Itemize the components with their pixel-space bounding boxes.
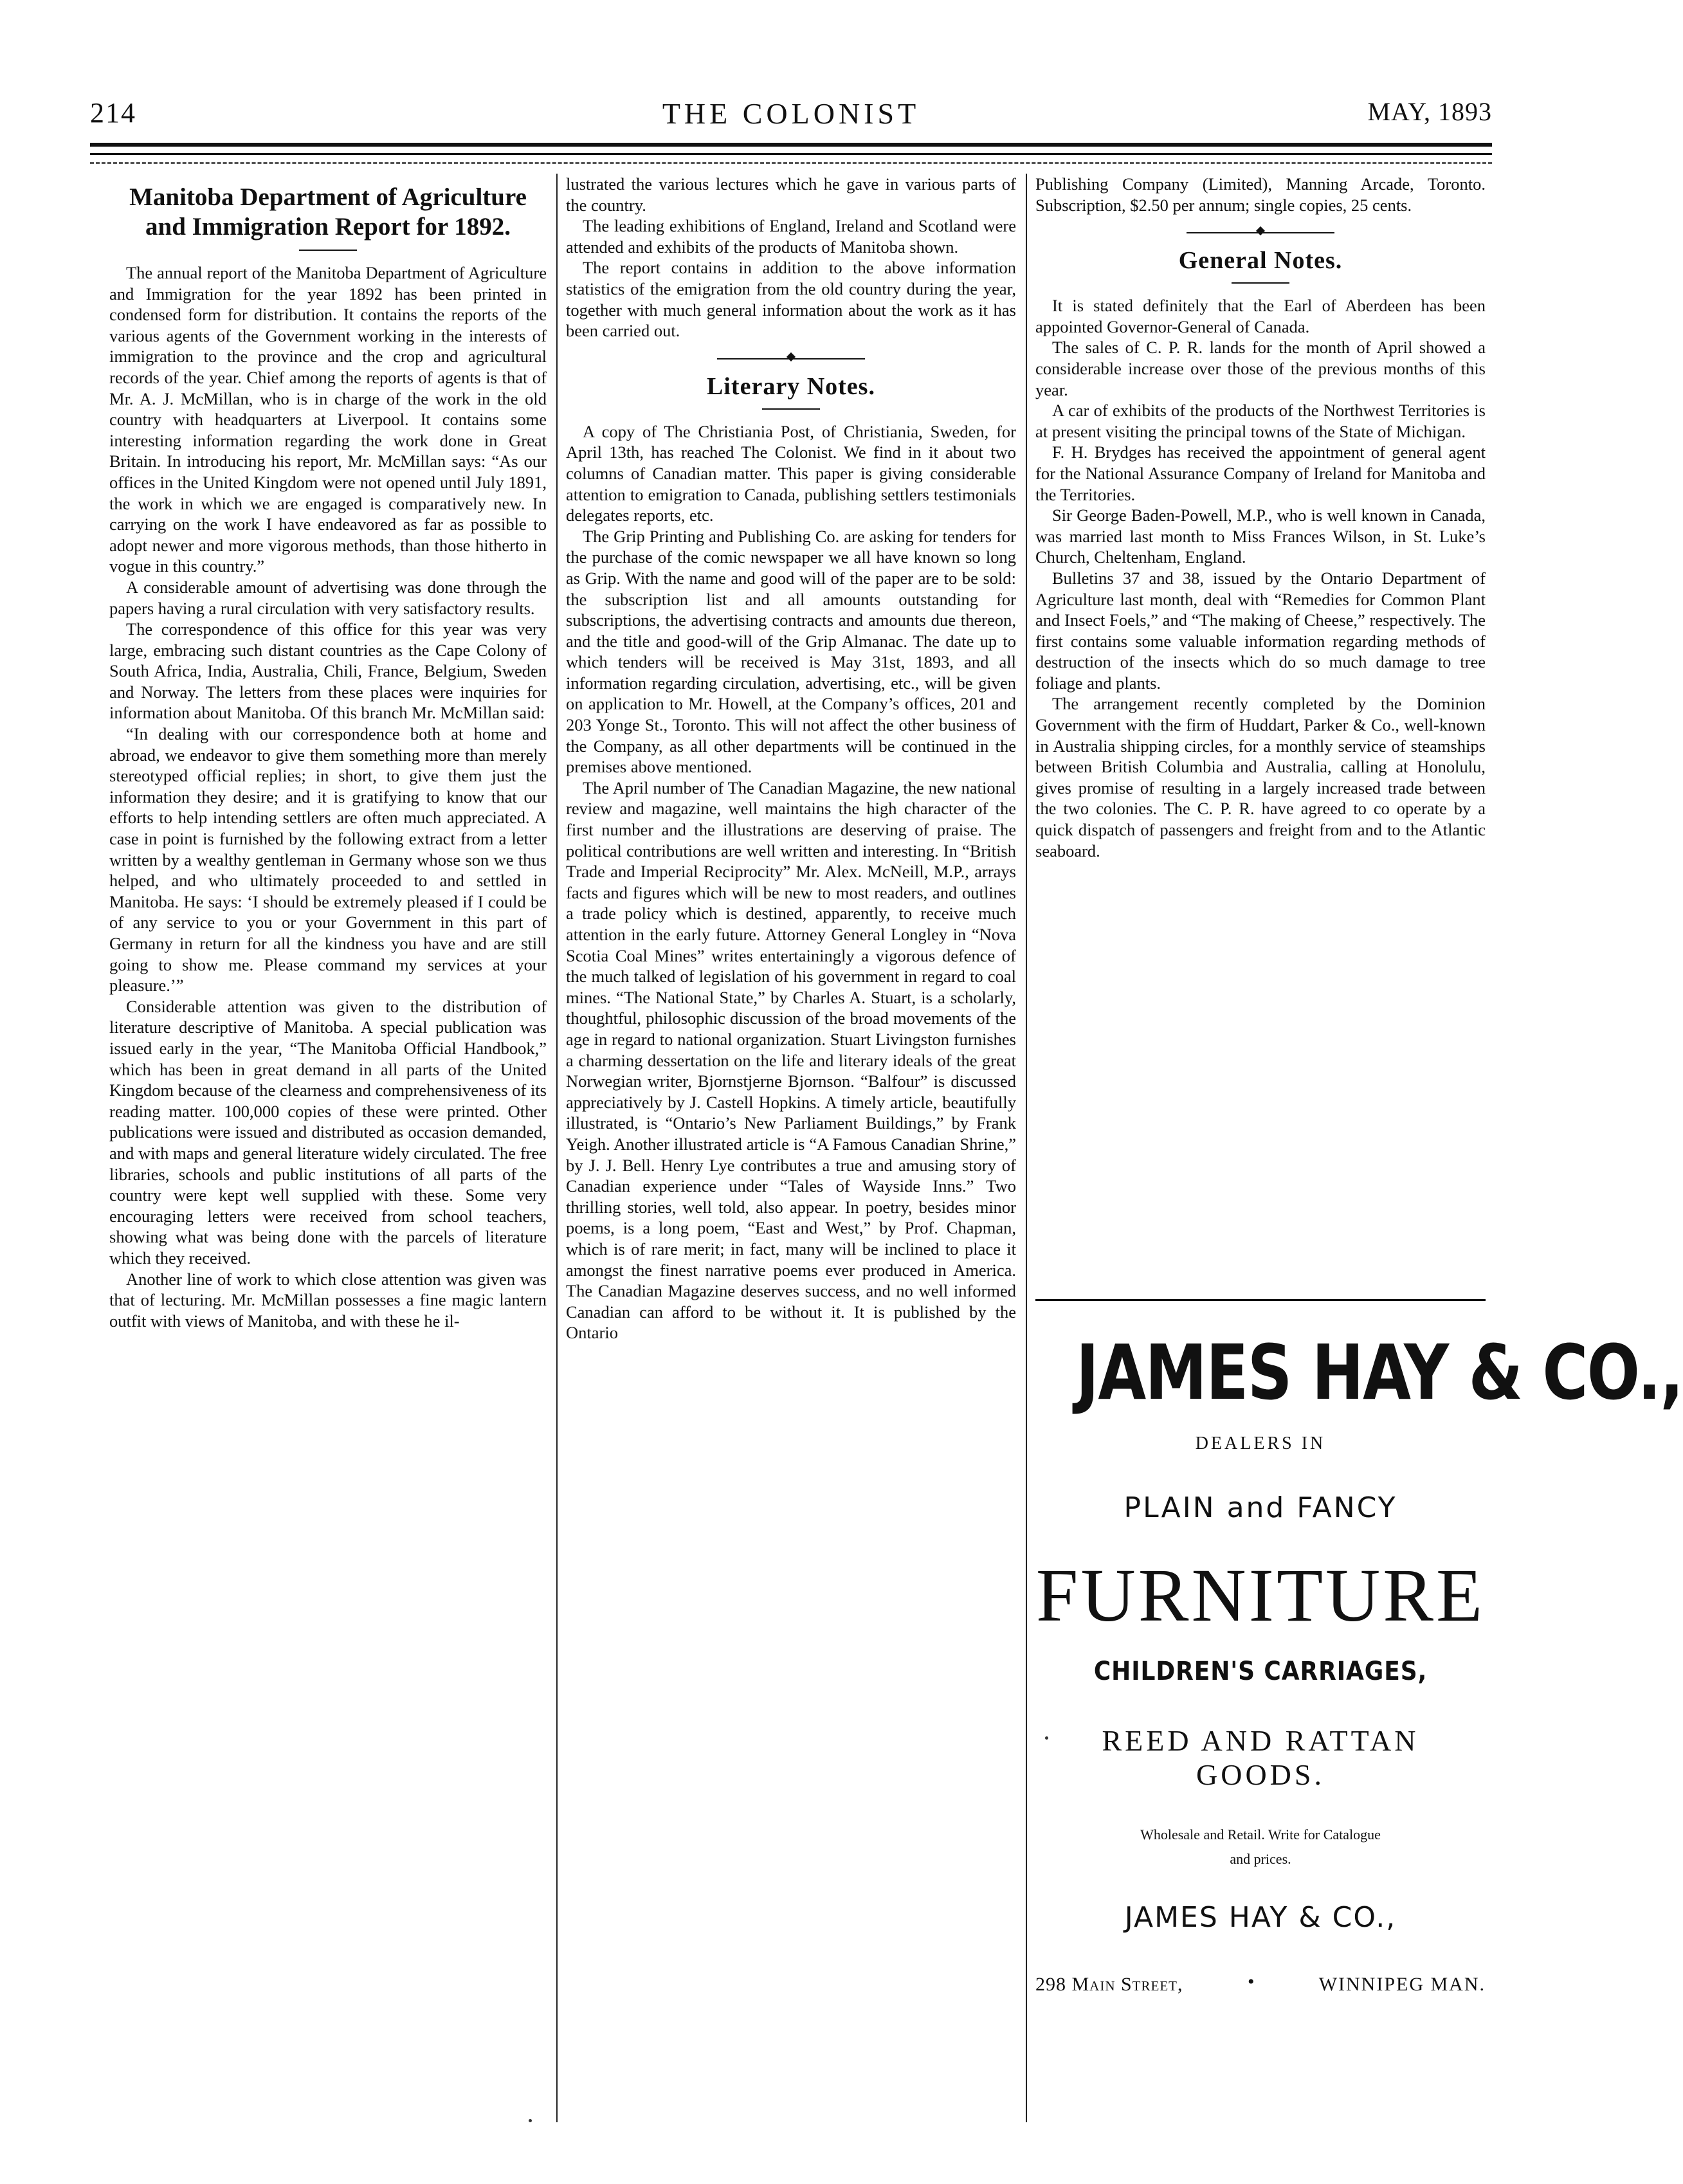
article-paragraph: Another line of work to which close attention was given was that of lecturing. Mr. McMillan possesses a fine magic lantern outfit with views of Manitoba, and with these he il-: [109, 1269, 547, 1331]
article-paragraph: Considerable attention was given to the distribution of literature descriptive of Manitoba. A special publication was issued early in the year, “The Manitoba Official Handbook,” which has been in great demand in all parts of the United Kingdom because of the clearness and comprehensiveness of its reading matter. 100,000 copies of these were printed. Other publications were issued and distributed as occasion demanded, and with maps and general literature widely circulated. The free libraries, schools and public institutions of all parts of the country were kept well supplied with these. Some very encouraging letters were received from school teachers, showing what was being done with the parcels of literature which they received.: [109, 996, 547, 1268]
ad-furniture-word: FURNITURE: [1035, 1553, 1486, 1637]
ad-dealers-line: DEALERS IN: [1195, 1433, 1326, 1453]
news-note: Bulletins 37 and 38, issued by the Ontario Department of Agriculture last month, deal with “Remedies for Common Plant and Insect Foels,” and “The making of Cheese,” respectively. The first contains some valuable information regarding methods of destruction of the insects which do so much damage to tree foliage and plants.: [1035, 568, 1486, 693]
header-rule-thick: [90, 143, 1492, 147]
article-paragraph: Publishing Company (Limited), Manning Arcade, Toronto. Subscription, $2.50 per annum; single copies, 25 cents.: [1035, 174, 1486, 215]
ad-plain-fancy: PLAIN and FANCY: [1124, 1491, 1397, 1524]
section-ornament-rule: [1187, 232, 1334, 233]
heading-rule: [762, 408, 820, 410]
column-1: [109, 174, 547, 1331]
header-rule-thin: [90, 153, 1492, 155]
news-note: F. H. Brydges has received the appointment of general agent for the National Assurance Company of Ireland for Manitoba and the Territories.: [1035, 442, 1486, 504]
news-note: The arrangement recently completed by the Dominion Government with the firm of Huddart, Parker & Co., well-known in Australia shipping circles, for a monthly service of steamships between British Columbia and Australia, calling at Honolulu, gives promise of resulting in a largely increased trade between the two colonies. The C. P. R. have agreed to co operate by a quick dispatch of passengers and freight from and to the Atlantic seaboard.: [1035, 694, 1486, 860]
page-number: 214: [90, 97, 136, 129]
article-paragraph: The Grip Printing and Publishing Co. are asking for tenders for the purchase of the comic newspaper we all have known so long as Grip. With the name and good will of the paper are to be sold: the subscription list and all amounts outstanding for subscriptions, the advertising contracts and amounts due thereon, and the title and good-will of the Grip Almanac. The date up to which tenders will be received is May 31st, 1893, and all information regarding circulation, advertising, etc., will be given on application to Mr. Howell, at the Company’s offices, 201 and 203 Yonge St., Toronto. This will not affect the other business of the Company, as all other departments will be continued in the premises above mentioned.: [566, 526, 1016, 777]
ad-wholesale-line: Wholesale and Retail. Write for Catalogue: [1140, 1826, 1381, 1843]
section-heading-literary-notes: Literary Notes.: [707, 372, 875, 400]
ad-address-line: [1035, 1971, 1486, 2006]
column-2: [566, 174, 1016, 1343]
ad-reed-rattan-line: REED AND RATTAN GOODS.: [1102, 1724, 1419, 1791]
column-divider: [1026, 174, 1027, 2122]
article-heading: Manitoba Department of Agriculture and Immigration Report for 1892.: [129, 183, 527, 241]
article-paragraph: lustrated the various lectures which he gave in various parts of the country.: [566, 174, 1016, 215]
separator-dot: •: [1248, 1971, 1255, 1992]
article-paragraph: The April number of The Canadian Magazine, the new national review and magazine, well maintains the high character of the first number and the illustrations are deserving of praise. The political contributions are well written and interesting. In “British Trade and Imperial Reciprocity” Mr. Alex. McNeill, M.P., arrays facts and figures which will be new to most readers, and outlines a trade policy which is destined, apparently, to receive much attention in the early future. Attorney General Longley in “Nova Scotia Coal Mines” writes entertainingly a vigorous defence of the much talked of legislation of his government in regard to coal mines. “The National State,” by Charles A. Stuart, is a scholarly, thoughtful, philosophic discussion of the broad movements of the age in regard to national organization. Stuart Livingston furnishes a charming dessertation on the life and literary ideals of the great Norwegian writer, Bjornstjerne Bjornson. “Balfour” is discussed appreciatively by J. Castell Hopkins. A timely article, beautifully illustrated, is “Ontario’s New Parliament Buildings,” by Frank Yeigh. Another illustrated article is “A Famous Canadian Shrine,” by J. J. Bell. Henry Lye contributes a true and amusing story of Canadian experience under “Tales of Wayside Inns.” Two thrilling stories, well told, also appear. In poetry, besides minor poems, is a long poem, “East and West,” by Prof. Chapman, which is of rare merit; in fact, many will be inclined to place it amongst the finest narrative poems ever produced in America. The Canadian Magazine deserves success, and no well informed Canadian can afford to be without it. It is published by the Ontario: [566, 778, 1016, 1343]
article-paragraph: The correspondence of this office for this year was very large, embracing such distant countries as the Cape Colony of South Africa, India, Australia, Chili, France, Belgium, Sweden and Norway. The letters from these places were inquiries for information about Manitoba. Of this branch Mr. McMillan said:: [109, 619, 547, 723]
advertiser-name: JAMES HAY & CO.,: [1076, 1328, 1683, 1417]
news-note: A car of exhibits of the products of the Northwest Territories is at present visiting the principal towns of the State of Michigan.: [1035, 401, 1486, 441]
article-paragraph: “In dealing with our correspondence both at home and abroad, we endeavor to give them something more than merely stereotyped official replies; in short, to give them just the information they desire; and it is gratifying to know that our efforts to help intending settlers are often much appreciated. A case in point is furnished by the following extract from a letter written by a wealthy gentleman in Germany whose son we thus helped, and who ultimately proceeded to and settled in Manitoba. He says: ‘I should be extremely pleased if I could be of any service to you or your Government in this part of Germany in return for all the kindness you have and are still going to show me. Please command my services at your pleasure.’”: [109, 724, 547, 996]
section-ornament-rule: [717, 358, 865, 359]
column-3: [1035, 174, 1486, 861]
publication-title: THE COLONIST: [662, 97, 920, 130]
article-paragraph: The annual report of the Manitoba Department of Agriculture and Immigration for the year 1892 has been printed in condensed form for distribution. It contains the reports of the various agents of the Government working in the interests of immigration to the province and the crop and agricultural records of the year. Chief among the reports of agents is that of Mr. A. J. McMillan, who is in charge of the work in the old country with headquarters at Liverpool. It contains some interesting information regarding the work done in Great Britain. In introducing his report, Mr. McMillan says: “As our offices in the United Kingdom were not opened until July 1891, the work in which we are engaged is comparatively new. In carrying on the work I have endeavored as far as possible to adopt newer and more vigorous methods, than those hitherto in vogue in this country.”: [109, 263, 547, 576]
page-header: [90, 96, 1492, 148]
news-note: Sir George Baden-Powell, M.P., who is well known in Canada, was married last month to Miss Frances Wilson, in St. Luke’s Church, Cheltenham, England.: [1035, 505, 1486, 567]
header-rule-dashed: [90, 162, 1492, 164]
article-paragraph: A copy of The Christiania Post, of Christiania, Sweden, for April 13th, has reached The Colonist. We find in it about two columns of Canadian matter. This paper is giving considerable attention to emigration to Canada, publishing settlers testimonials delegates reports, etc.: [566, 421, 1016, 525]
print-speck: [1045, 1736, 1048, 1740]
furniture-advertisement: [1035, 1299, 1683, 2006]
ad-prices-line: and prices.: [1230, 1851, 1291, 1867]
article-paragraph: A considerable amount of advertising was done through the papers having a rural circulation with very satisfactory results.: [109, 577, 547, 618]
column-divider: [556, 174, 558, 2122]
news-note: The sales of C. P. R. lands for the month of April showed a considerable increase over those of the previous months of this year.: [1035, 338, 1486, 399]
street-address: 298 Main Street,: [1035, 1974, 1183, 1995]
city-name: WINNIPEG MAN.: [1318, 1974, 1486, 1995]
heading-rule: [299, 250, 357, 251]
article-paragraph: The report contains in addition to the above information statistics of the emigration from the old country during the year, together with much general information about the work as it has been carried out.: [566, 258, 1016, 341]
news-note: It is stated definitely that the Earl of Aberdeen has been appointed Governor-General of Canada.: [1035, 296, 1486, 336]
ad-carriages-line: CHILDREN'S CARRIAGES,: [1093, 1657, 1428, 1686]
article-paragraph: The leading exhibitions of England, Ireland and Scotland were attended and exhibits of the products of Manitoba shown.: [566, 216, 1016, 257]
section-heading-general-notes: General Notes.: [1178, 247, 1343, 275]
heading-rule: [1232, 282, 1289, 284]
advertiser-name-footer: JAMES HAY & CO.,: [1124, 1901, 1397, 1934]
print-speck: [529, 2119, 532, 2122]
issue-date: MAY, 1893: [1367, 97, 1492, 126]
